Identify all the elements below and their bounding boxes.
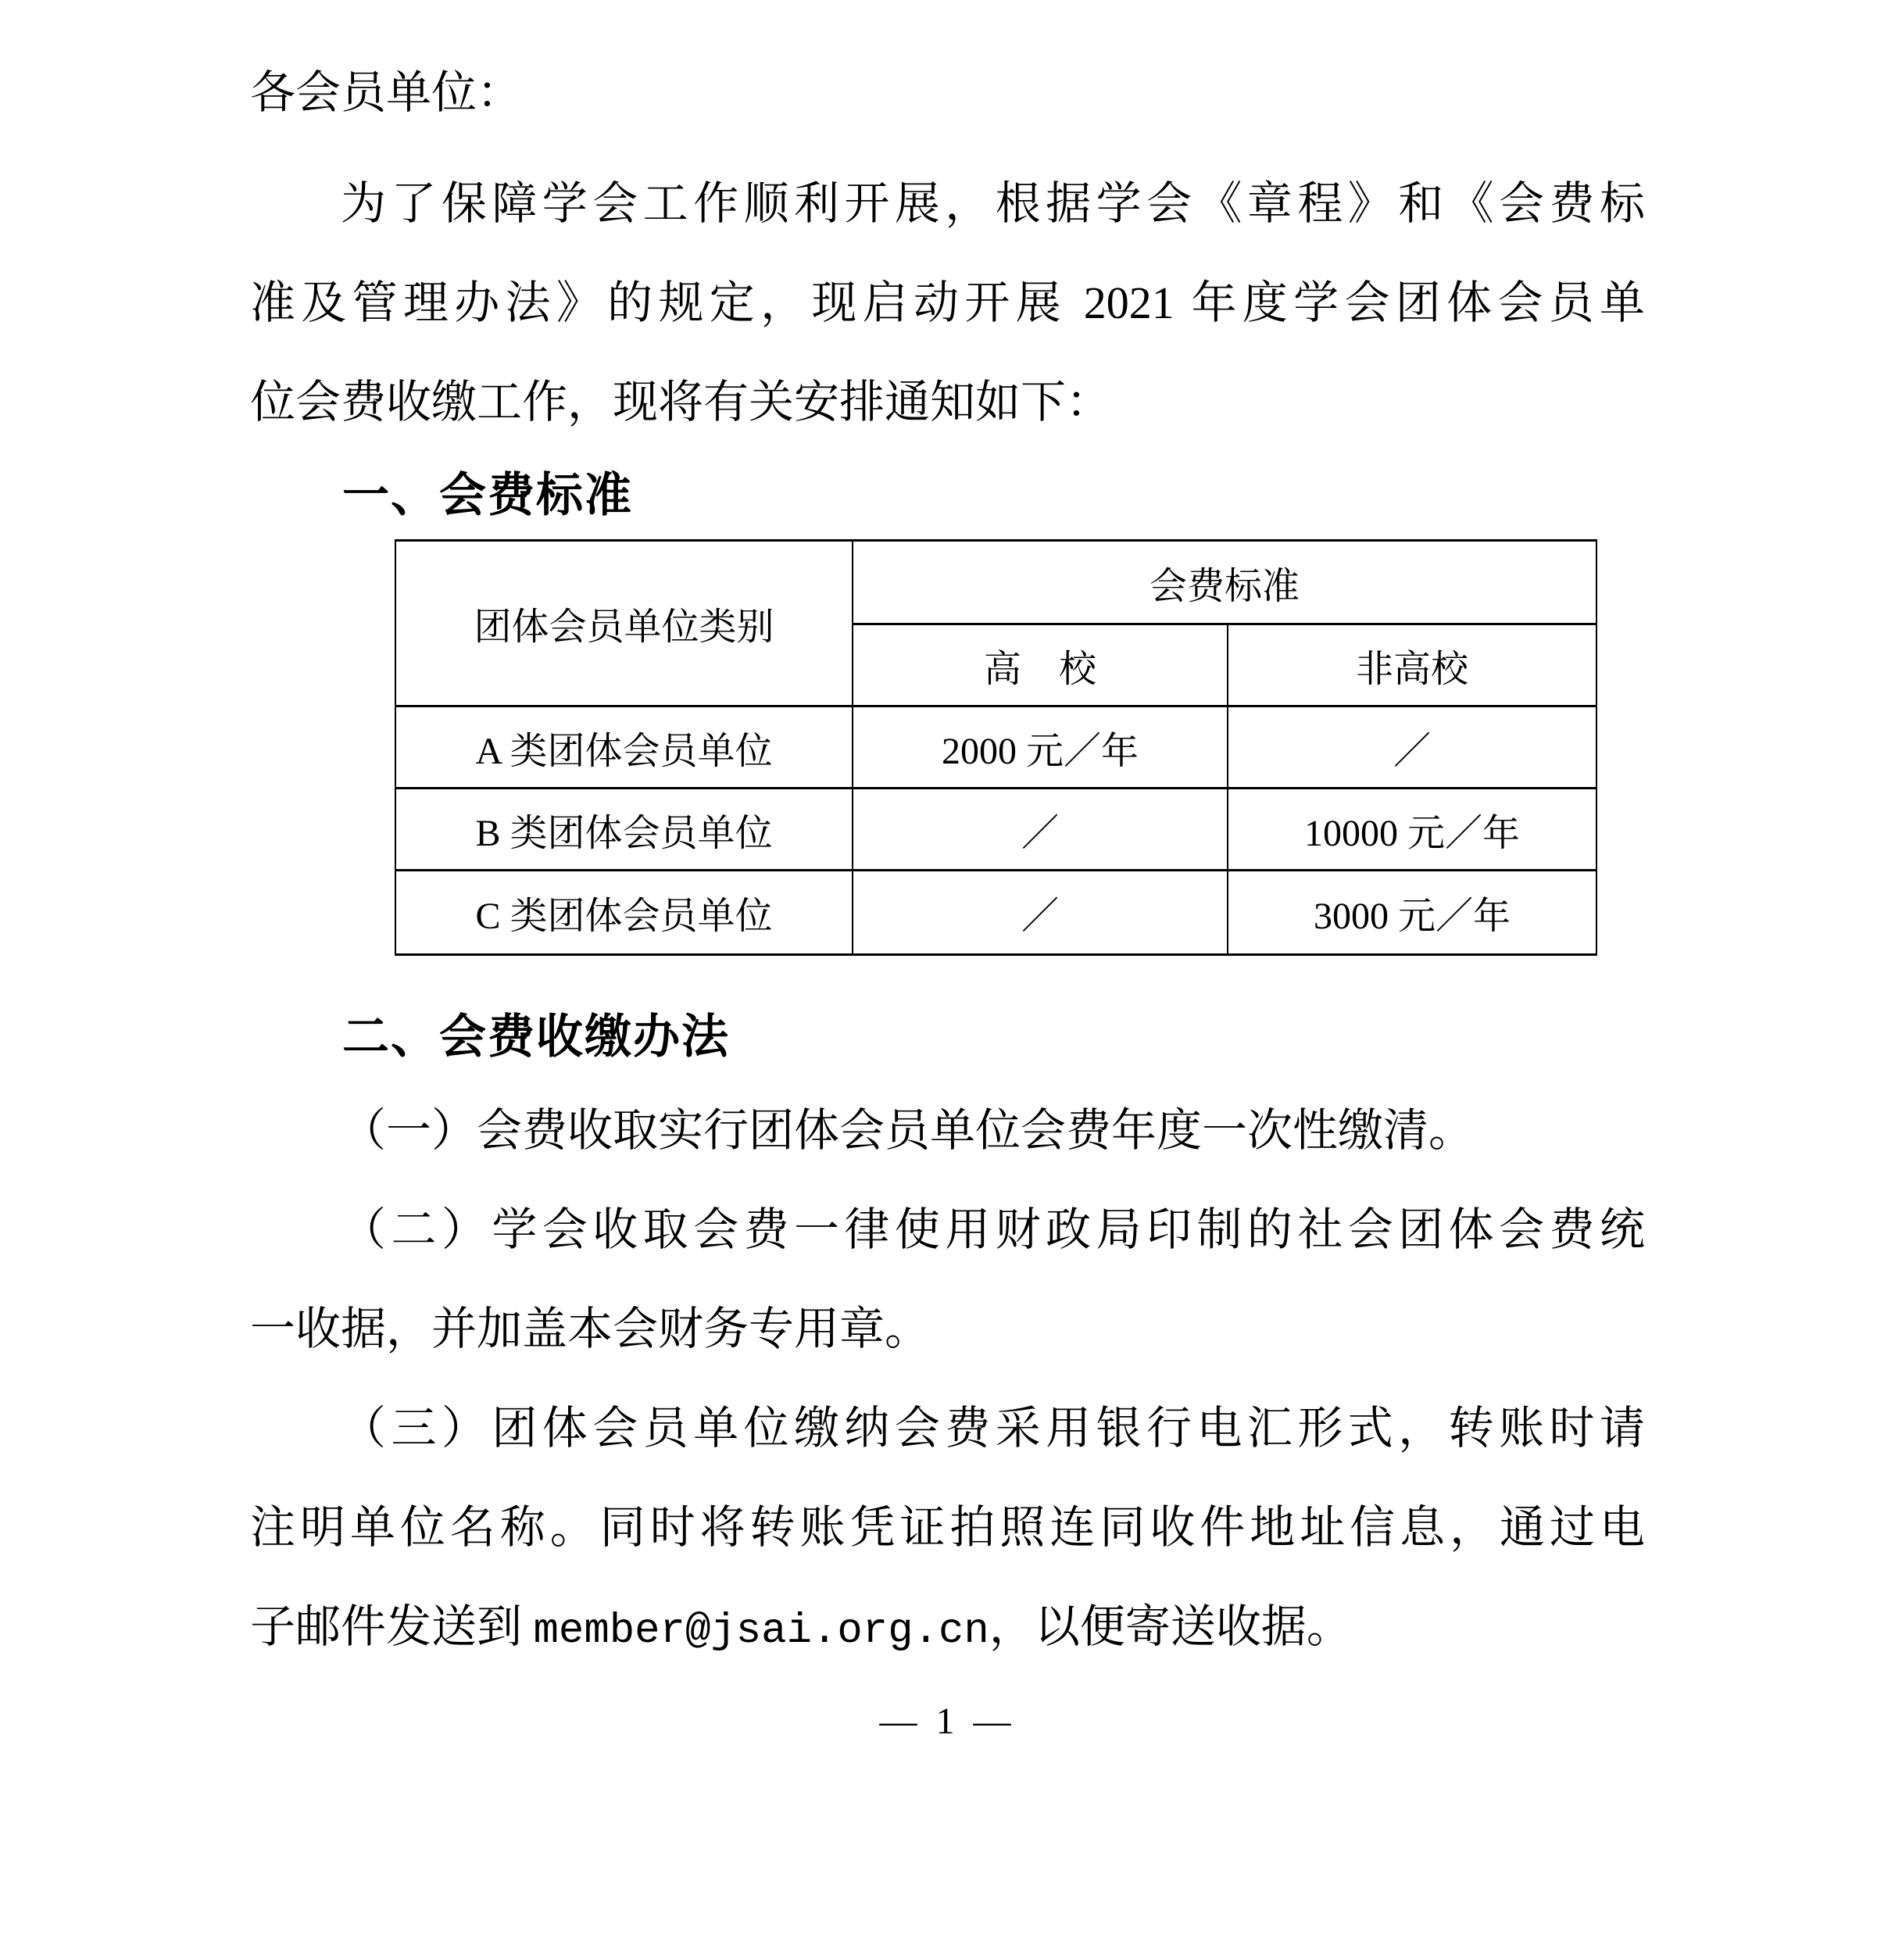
paragraph-line: （三）团体会员单位缴纳会费采用银行电汇形式，转账时请	[341, 1403, 1645, 1454]
table-cell-category: C 类团体会员单位	[395, 871, 853, 955]
table-header-fee-standard: 会费标准	[853, 541, 1596, 624]
table-cell-non-university-fee: 3000 元／年	[1228, 871, 1596, 955]
table-row	[395, 789, 1596, 871]
table-row	[395, 706, 1596, 789]
section1-heading: 一、会费标准	[342, 469, 633, 521]
table-row	[395, 871, 1596, 955]
page-number: — 1 —	[879, 1701, 1016, 1742]
paragraph-line: 为了保障学会工作顺利开展，根据学会《章程》和《会费标	[341, 178, 1645, 229]
table-cell-category: A 类团体会员单位	[395, 706, 853, 789]
table-cell-non-university-fee: ／	[1228, 706, 1596, 789]
email-address: member@jsai.org.cn	[533, 1608, 989, 1655]
item-2-paragraph	[250, 1180, 1645, 1379]
fee-table	[395, 539, 1597, 956]
email-prefix-text: 子邮件发送到	[250, 1601, 534, 1652]
table-cell-university-fee: 2000 元／年	[853, 706, 1228, 789]
section2-heading: 二、会费收缴办法	[342, 1010, 730, 1063]
intro-paragraph	[250, 154, 1645, 452]
paragraph-line: （一）会费收取实行团体会员单位会费年度一次性缴清。	[341, 1105, 1475, 1156]
email-suffix-text: ，以便寄送收据。	[989, 1601, 1352, 1652]
table-subheader-university: 高 校	[853, 624, 1228, 706]
paragraph-line: 一收据，并加盖本会财务专用章。	[250, 1304, 931, 1354]
table-cell-non-university-fee: 10000 元／年	[1228, 789, 1596, 871]
paragraph-line: 准及管理办法》的规定，现启动开展 2021 年度学会团体会员单	[250, 277, 1645, 328]
paragraph-line: （二）学会收取会费一律使用财政局印制的社会团体会费统	[341, 1204, 1645, 1255]
item-1-paragraph	[250, 1081, 1645, 1180]
table-header-row	[395, 541, 1596, 624]
table-header-category: 团体会员单位类别	[395, 541, 853, 706]
item-3-paragraph	[250, 1379, 1645, 1681]
paragraph-line: 注明单位名称。同时将转账凭证拍照连同收件地址信息，通过电	[250, 1502, 1645, 1553]
paragraph-line: 位会费收缴工作，现将有关安排通知如下：	[250, 377, 1112, 427]
table-cell-university-fee: ／	[853, 789, 1228, 871]
table-subheader-non-university: 非高校	[1228, 624, 1596, 706]
table-cell-university-fee: ／	[853, 871, 1228, 955]
salutation: 各会员单位：	[250, 67, 523, 118]
paragraph-line	[250, 1577, 1645, 1681]
table-cell-category: B 类团体会员单位	[395, 789, 853, 871]
